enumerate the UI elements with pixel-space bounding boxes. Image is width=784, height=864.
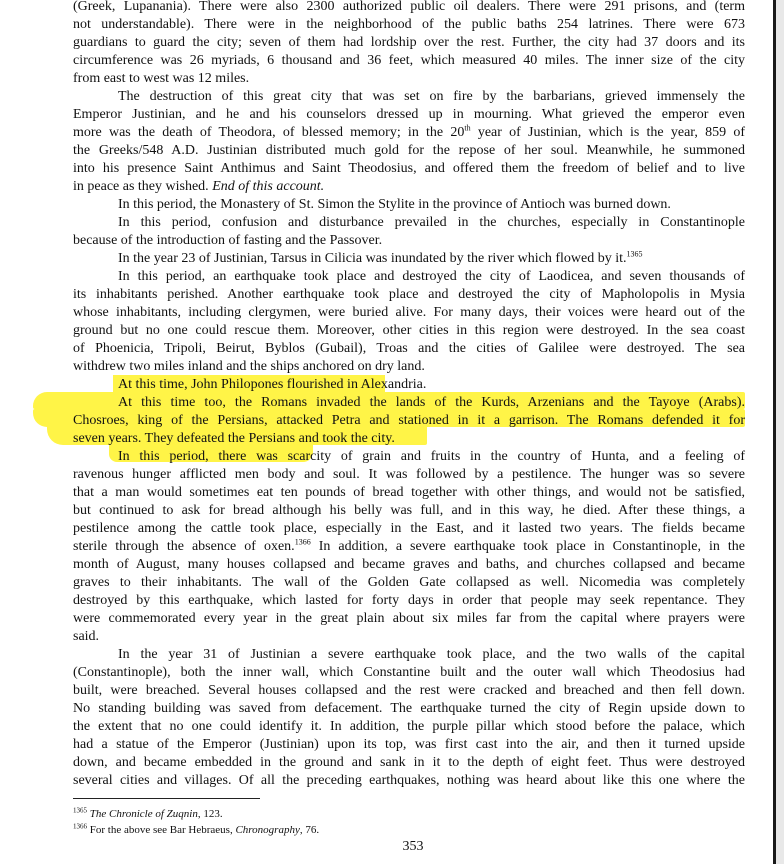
text-line: In this period, the Monastery of St. Simon the Stylite in the province of Antioch was burned down. — [118, 197, 671, 212]
text-line: Chosroes, king of the Persians, attacked Petra and stationed in it a garrison. The Romans defended it for — [73, 413, 745, 428]
text-line: that a man would sometimes eat ten pounds of bread together with other things, and would not be satisfied, — [73, 485, 745, 500]
text-line: in peace as they wished. End of this account. — [73, 179, 325, 194]
text-line: but continued to ask for bread although his belly was full, and in this way, he died. After these things, a — [73, 503, 745, 518]
text-line: circumference was 26 myriads, 6 thousand and 36 feet, which measured 40 miles. The inner size of the city — [73, 53, 745, 68]
text-line: guardians to guard the city; seven of them had lordship over the rest. Further, the city had 37 doors and its — [73, 35, 745, 50]
text-line: were commemorated every year in the great plain about six miles far from the capital where prayers were — [73, 611, 745, 626]
text-line: graves to their inhabitants. The wall of the Golden Gate collapsed as well. Nicomedia was completely — [73, 575, 745, 590]
text-line: sterile through the absence of oxen.$^{1366}$ In addition, a severe earthquake took place in Constantinople, in the — [73, 537, 745, 554]
text-line: because of the introduction of fasting and the Passover. — [73, 233, 383, 248]
text-line: several cities and villages. Of all the preceding earthquakes, nothing was heard about like this one where the — [73, 773, 745, 788]
footnote-divider — [73, 798, 260, 799]
text-line: In the year 31 of Justinian a severe earthquake took place, and the two walls of the capital — [118, 647, 745, 662]
text-line: destroyed by this earthquake, which lasted for forty days in order that people may seek repentance. They — [73, 593, 745, 608]
text-line: At this time, John Philopones flourished in Alexandria. — [118, 377, 427, 392]
text-line: the extent that no one could identify it. In addition, the purple pillar which stood before the palace, which — [73, 719, 745, 734]
text-line: of Phoenicia, Tripoli, Beirut, Byblos (Gubail), Troas and the cities of Galilee were destroyed. The sea — [73, 341, 745, 356]
text-line: In this period, there was scarcity of grain and fruits in the country of Hunta, and a feeling of — [118, 449, 745, 464]
text-line: ground but no one could rescue them. Moreover, other cities in this region were destroyed. In the sea coast — [73, 323, 745, 338]
text-line: said. — [73, 629, 100, 644]
text-line: from east to west was 12 miles. — [73, 71, 250, 86]
text-line: seven years. They defeated the Persians and took the city. — [73, 431, 395, 446]
text-line: At this time too, the Romans invaded the lands of the Kurds, Arzenians and the Tayoye (Arabs). — [118, 395, 745, 410]
page-number: 353 — [402, 839, 424, 854]
text-line: month of August, many houses collapsed and became graves and baths, and churches collapsed and became — [73, 557, 745, 572]
page-edge-shadow — [776, 0, 784, 864]
text-line: had a statue of the Emperor (Justinian) upon its top, was first cast into the air, and then it turned upside — [73, 737, 745, 752]
text-line: In this period, confusion and disturbance prevailed in the churches, especially in Constantinople — [118, 215, 745, 230]
text-line: ravenous hunger afflicted men body and soul. It was followed by a pestilence. The hunger was so severe — [73, 467, 745, 482]
text-line: the Greeks/548 A.D. Justinian distributed much gold for the repose of her soul. Meanwhile, he summoned — [73, 143, 745, 158]
text-line: (Greek, Lupanania). There were also 2300 authorized public oil dealers. There were 291 prisons, and (term — [73, 0, 745, 14]
text-line: In this period, an earthquake took place and destroyed the city of Laodicea, and seven thousands of — [118, 269, 745, 284]
text-line: into his presence Saint Anthimus and Saint Theodosius, and offered them the freedom of belief and to live — [73, 161, 745, 176]
text-line: its inhabitants perished. Another earthquake took place and destroyed the city of Mapholopolis in Mysia — [73, 287, 745, 302]
text-line: built, were breached. Several houses collapsed and the rest were cracked and breached and then fell down. — [73, 683, 745, 698]
text-line: down, and became embedded in the ground and sank in it to the depth of eight feet. Thus were destroyed — [73, 755, 745, 770]
text-line: more was the death of Theodora, of blessed memory; in the 20th year of Justinian, which is the year, 859 of — [73, 123, 745, 140]
text-line: pestilence among the cattle took place, especially in the East, and it lasted two years. The fields became — [73, 521, 745, 536]
text-line: (Constantinople), both the inner wall, which Constantine built and the outer wall which Theodosius had — [73, 665, 745, 680]
text-line: not understandable). There were in the neighborhood of the public baths 254 latrines. There were 673 — [73, 17, 745, 32]
footnote: $^{1366}$ For the above see Bar Hebraeus, Chronography, 76. — [73, 822, 320, 836]
text-line: withdrew two miles inland and the ships anchored on dry land. — [73, 359, 425, 374]
text-line: whose inhabitants, including clergymen, were buried alive. For many days, their voices were heard out of the — [73, 305, 745, 320]
footnote: $^{1365}$ The Chronicle of Zuqnin, 123. — [73, 806, 223, 820]
text-line: No standing building was saved from defacement. The earthquake turned the city of Regin upside down to — [73, 701, 745, 716]
text-line: The destruction of this great city that was set on fire by the barbarians, grieved immensely the — [118, 89, 745, 104]
text-line: Emperor Justinian, and he and his counselors dressed up in mourning. What grieved the emperor even — [73, 107, 745, 122]
text-line: In the year 23 of Justinian, Tarsus in Cilicia was inundated by the river which flowed by it.$^{1365}$ — [118, 249, 643, 266]
